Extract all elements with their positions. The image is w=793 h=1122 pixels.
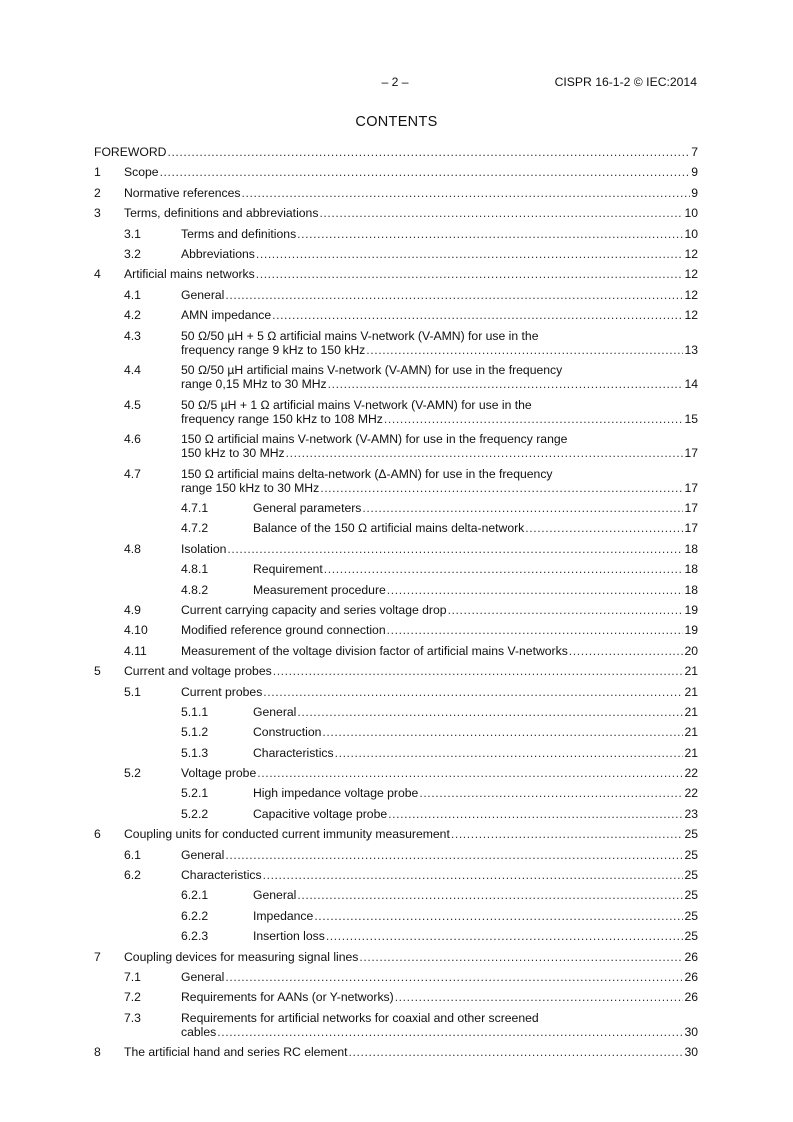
toc-entry[interactable] [94,970,698,984]
toc-entry-page: 15 [684,411,698,426]
toc-entry[interactable] [94,1045,698,1059]
toc-entry[interactable] [94,786,698,800]
dot-leader [256,267,684,281]
toc-entry-title: Scope [124,165,159,180]
toc-entry-page: 12 [684,287,698,302]
toc-entry-title: range 0,15 MHz to 30 MHz [181,377,327,392]
dot-leader [217,1025,683,1039]
toc-entry[interactable] [94,562,698,576]
toc-entry-page: 22 [684,786,698,801]
toc-entry-title: General [253,704,297,719]
dot-leader [263,685,683,699]
toc-entry[interactable] [94,990,698,1004]
toc-entry-title: Requirements for AANs (or Y-networks) [181,990,394,1005]
dot-leader [257,766,683,780]
toc-entry[interactable] [94,868,698,882]
toc-entry-title: General [181,847,225,862]
toc-entry-number: 5.2.2 [181,806,209,821]
toc-entry-title: General [253,888,297,903]
toc-entry-page: 12 [684,308,698,323]
toc-entry-number: 4.1 [124,287,141,302]
toc-entry-page: 25 [684,827,698,842]
dot-leader [225,848,683,862]
toc-entry-number: 6.1 [124,847,141,862]
toc-entry-title: Measurement procedure [253,582,386,597]
toc-entry[interactable] [94,165,698,179]
dot-leader [387,623,684,637]
toc-entry-number: 7 [94,949,101,964]
toc-entry[interactable] [94,288,698,302]
dot-leader [242,186,691,200]
toc-entry-title: Construction [253,725,322,740]
toc-entry-page: 7 [691,145,698,159]
toc-entry[interactable] [94,186,698,200]
toc-entry-page: 25 [684,888,698,903]
toc-entry[interactable] [94,206,698,220]
toc-entry[interactable] [94,664,698,678]
toc-entry-number: 7.2 [124,990,141,1005]
toc-entry[interactable] [94,1011,698,1039]
toc-entry[interactable] [94,308,698,322]
toc-entry[interactable] [94,329,698,357]
toc-entry-title: Modified reference ground connection [181,623,386,638]
toc-entry-title: General [181,287,225,302]
toc-entry-number: 4.5 [124,397,141,412]
toc-entry-number: 6.2 [124,868,141,883]
toc-entry[interactable] [94,827,698,841]
dot-leader [225,970,683,984]
toc-entry-page: 17 [684,521,698,536]
toc-entry[interactable] [94,432,698,460]
toc-entry-title: Capacitive voltage probe [253,806,388,821]
toc-entry-title: General parameters [253,501,362,516]
standard-reference: CISPR 16-1-2 © IEC:2014 [554,75,697,89]
toc-entry-page: 25 [684,847,698,862]
toc-entry-page: 19 [684,602,698,617]
toc-entry-page: 21 [684,704,698,719]
dot-leader [451,827,684,841]
toc-entry-title: frequency range 9 kHz to 150 kHz [181,342,366,357]
toc-entry-number: 3.2 [124,246,141,261]
toc-entry-page: 14 [684,377,698,392]
dot-leader [326,929,684,943]
dot-leader [448,603,684,617]
dot-leader [525,521,683,535]
toc-entry-title-line: 50 Ω/50 µH + 5 Ω artificial mains V-network (V-AMN) for use in the [181,328,539,343]
toc-entry-title: frequency range 150 kHz to 108 MHz [181,411,383,426]
dot-leader [366,343,683,357]
toc-entry-title: cables [181,1024,217,1039]
toc-entry[interactable] [94,644,698,658]
dot-leader [297,888,683,902]
toc-entry-number: 7.1 [124,970,141,984]
toc-entry[interactable] [94,807,698,821]
toc-entry-title-line: Requirements for artificial networks for coaxial and other screened [181,1010,539,1025]
toc-entry[interactable] [94,583,698,597]
toc-entry-page: 21 [684,725,698,740]
toc-entry-page: 25 [684,868,698,883]
toc-entry[interactable] [94,467,698,495]
toc-entry-number: 3 [94,206,101,221]
dot-leader [272,308,683,322]
toc-entry[interactable] [94,227,698,241]
toc-entry-page: 12 [684,267,698,282]
dot-leader [395,990,684,1004]
page-title: CONTENTS [355,114,438,130]
toc-entry-page: 20 [684,643,698,658]
toc-entry-page: 19 [684,623,698,638]
toc-entry[interactable] [94,501,698,515]
toc-entry-number: 4.4 [124,363,141,378]
dot-leader [362,501,683,515]
toc-entry-number: 4.8.2 [181,582,209,597]
toc-entry-page: 17 [684,446,698,461]
toc-entry-title-line: 50 Ω/5 µH + 1 Ω artificial mains V-network (V-AMN) for use in the [181,397,532,412]
dot-leader [227,542,683,556]
toc-entry-page: 23 [684,806,698,821]
toc-entry-page: 21 [684,664,698,679]
toc-entry[interactable] [94,950,698,964]
toc-entry-page: 9 [691,165,698,180]
toc-entry-page: 10 [684,226,698,241]
toc-entry-page: 21 [684,745,698,760]
toc-entry-page: 13 [684,342,698,357]
toc-entry-number: 5.1.3 [181,745,209,760]
toc-entry-title: Characteristics [253,745,334,760]
toc-entry-title: Normative references [124,185,241,200]
table-of-contents [94,145,698,1066]
toc-entry-page: 26 [684,990,698,1005]
toc-entry-title: Insertion loss [253,929,325,944]
toc-entry-title: Current carrying capacity and series voltage drop [181,602,447,617]
toc-entry-number: 5.1.2 [181,725,209,740]
toc-entry-number: 4.6 [124,432,141,447]
dot-leader [256,247,684,261]
dot-leader [297,705,683,719]
toc-entry-number: 4.7.2 [181,521,209,536]
toc-entry-title: Terms, definitions and abbreviations [124,206,319,221]
toc-entry-page: 18 [684,562,698,577]
toc-entry-title: General [181,970,225,984]
toc-entry-number: 4.10 [124,623,148,638]
toc-entry-number: 4.2 [124,308,141,323]
toc-entry[interactable] [94,888,698,902]
toc-entry-title: High impedance voltage probe [253,786,419,801]
toc-entry-title: Terms and definitions [181,226,297,241]
toc-entry[interactable] [94,247,698,261]
toc-entry-number: 5.2.1 [181,786,209,801]
toc-entry-number: 4.3 [124,328,141,343]
toc-entry[interactable] [94,746,698,760]
toc-entry[interactable] [94,685,698,699]
toc-entry-title: Voltage probe [181,766,257,781]
dot-leader [419,786,683,800]
dot-leader [328,377,684,391]
toc-entry-page: 18 [684,582,698,597]
toc-entry-number: 3.1 [124,226,141,241]
toc-entry-number: 4.7.1 [181,501,209,516]
toc-entry-number: 1 [94,165,101,180]
dot-leader [324,562,684,576]
toc-entry-number: 4.7 [124,466,141,481]
toc-entry-number: 4.11 [124,643,147,658]
toc-entry-page: 17 [684,501,698,516]
dot-leader [286,446,684,460]
toc-entry-title: Artificial mains networks [124,267,255,282]
toc-entry-number: 5 [94,664,101,679]
toc-entry-number: 6.2.3 [181,929,209,944]
dot-leader [263,868,684,882]
toc-entry-page: 10 [684,206,698,221]
toc-entry-number: 4 [94,267,101,282]
toc-entry-number: 4.8.1 [181,562,209,577]
toc-entry-title: Current probes [181,684,263,699]
toc-entry-page: 22 [684,766,698,781]
toc-entry-page: 25 [684,908,698,923]
toc-entry-title: The artificial hand and series RC element [124,1045,348,1060]
toc-entry-title-line: 50 Ω/50 µH artificial mains V-network (V-AMN) for use in the frequency [181,363,563,378]
toc-entry-title: range 150 kHz to 30 MHz [181,480,320,495]
toc-entry-title: Abbreviations [181,246,255,261]
dot-leader [322,725,683,739]
toc-entry-number: 8 [94,1045,101,1060]
dot-leader [160,165,691,179]
toc-entry-number: 5.1 [124,684,141,699]
toc-entry[interactable] [94,623,698,637]
toc-entry-number: 4.8 [124,541,141,556]
dot-leader [314,909,683,923]
toc-entry[interactable] [94,363,698,391]
dot-leader [349,1045,684,1059]
toc-entry-title: Requirement [253,562,323,577]
toc-entry-title: Coupling devices for measuring signal lines [124,949,359,964]
dot-leader [320,481,683,495]
toc-entry-title: Current and voltage probes [124,664,272,679]
toc-entry-number: 5.1.1 [181,704,209,719]
toc-entry-number: 4.9 [124,602,141,617]
toc-entry[interactable] [94,766,698,780]
toc-entry-page: 21 [684,684,698,699]
toc-entry-number: 5.2 [124,766,141,781]
toc-entry[interactable] [94,521,698,535]
toc-entry-number: 7.3 [124,1010,141,1025]
dot-leader [359,950,683,964]
toc-entry-title: Characteristics [181,868,262,883]
toc-entry-page: 12 [684,246,698,261]
toc-entry[interactable] [94,929,698,943]
toc-entry-title: FOREWORD [94,145,167,159]
toc-entry-title-line: 150 Ω artificial mains delta-network (Δ-AMN) for use in the frequency [181,466,553,481]
toc-entry-number: 6.2.2 [181,908,209,923]
toc-entry[interactable] [94,909,698,923]
toc-entry[interactable] [94,145,698,159]
dot-leader [273,664,684,678]
toc-entry-title: Impedance [253,908,314,923]
toc-entry-title: Balance of the 150 Ω artificial mains delta-network [253,521,525,536]
toc-entry-title: 150 kHz to 30 MHz [181,446,285,461]
toc-entry-number: 6.2.1 [181,888,209,903]
toc-entry[interactable] [94,267,698,281]
toc-entry-page: 25 [684,929,698,944]
toc-entry-number: 2 [94,185,101,200]
toc-entry[interactable] [94,542,698,556]
toc-entry-page: 26 [684,970,698,984]
toc-entry-page: 26 [684,949,698,964]
toc-entry-page: 17 [684,480,698,495]
dot-leader [167,145,690,159]
toc-entry[interactable] [94,603,698,617]
page-number: – 2 – [381,75,409,89]
toc-entry[interactable] [94,398,698,426]
dot-leader [384,412,684,426]
toc-entry-number: 6 [94,827,101,842]
toc-entry-title: Isolation [181,541,227,556]
dot-leader [388,807,683,821]
dot-leader [225,288,683,302]
dot-leader [569,644,684,658]
dot-leader [319,206,683,220]
toc-entry[interactable] [94,705,698,719]
toc-entry-page: 18 [684,541,698,556]
dot-leader [335,746,684,760]
dot-leader [387,583,684,597]
dot-leader [297,227,683,241]
toc-entry-title: Coupling units for conducted current immunity measurement [124,827,450,842]
toc-entry[interactable] [94,725,698,739]
toc-entry-page: 30 [684,1024,698,1039]
toc-entry-page: 30 [684,1045,698,1060]
toc-entry-title-line: 150 Ω artificial mains V-network (V-AMN) for use in the frequency range [181,432,568,447]
toc-entry[interactable] [94,848,698,862]
toc-entry-title: Measurement of the voltage division factor of artificial mains V-networks [181,643,568,658]
toc-entry-page: 9 [691,185,698,200]
toc-entry-title: AMN impedance [181,308,272,323]
